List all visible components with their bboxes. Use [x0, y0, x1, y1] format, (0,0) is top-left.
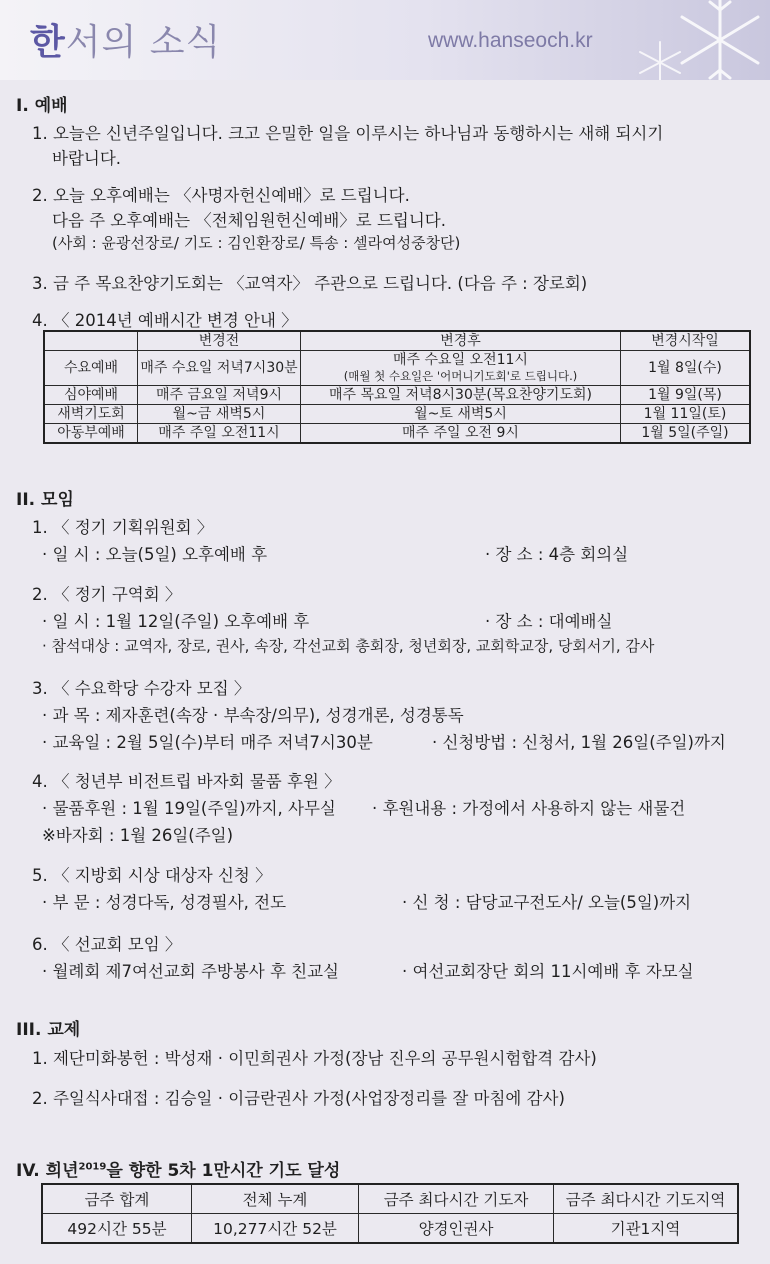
church-url[interactable]: www.hanseoch.kr: [428, 29, 593, 52]
meeting-1-time: · 일 시 : 오늘(5일) 오후예배 후: [42, 545, 268, 564]
prayer-hours-table: [41, 1183, 739, 1244]
prayer-heading-b: 을 향한 5차 1만시간 기도 달성: [106, 1161, 341, 1181]
meeting-5-title: 5. 〈 지방회 시상 대상자 신청 〉: [32, 866, 272, 885]
worship-item-2-next: 다음 주 오후예배는 〈전체임원헌신예배〉로 드립니다.: [52, 211, 446, 230]
start-date: 1월 8일(수): [621, 351, 751, 386]
snowflake-icon: [630, 40, 690, 80]
before-time: 월~금 새벽5시: [138, 405, 301, 424]
before-time: 매주 금요일 저녁9시: [138, 386, 301, 405]
table-header-cell: 금주 최다시간 기도자: [359, 1184, 554, 1214]
table-header-cell: 변경후: [301, 331, 621, 351]
meeting-3-apply: · 신청방법 : 신청서, 1월 26일(주일)까지: [432, 733, 726, 752]
after-time: [301, 351, 621, 386]
meeting-2-place: · 장 소 : 대예배실: [485, 612, 613, 631]
schedule-change-table: [43, 330, 751, 444]
meeting-6-left: · 월례회 제7여선교회 주방봉사 후 친교실: [42, 962, 339, 981]
meeting-4-title: 4. 〈 청년부 비전트립 바자회 물품 후원 〉: [32, 772, 341, 791]
table-header-row: [42, 1184, 738, 1214]
table-header-cell: [44, 331, 138, 351]
table-header-cell: 전체 누계: [192, 1184, 359, 1214]
fellowship-item-2: 2. 주일식사대접 : 김승일 · 이금란권사 가정(사업장정리를 잘 마침에 감사): [32, 1089, 565, 1108]
meeting-4-content: · 후원내용 : 가정에서 사용하지 않는 새물건: [372, 799, 686, 818]
after-time: 매주 주일 오전 9시: [301, 424, 621, 444]
title-rest: 서의 소식: [65, 22, 222, 63]
meeting-5-category: · 부 문 : 성경다독, 성경필사, 전도: [42, 893, 287, 912]
service-name: 아동부예배: [44, 424, 138, 444]
worship-item-3: 3. 금 주 목요찬양기도회는 〈교역자〉 주관으로 드립니다. (다음 주 : 장로회): [32, 274, 588, 293]
meeting-4-donation: · 물품후원 : 1월 19일(주일)까지, 사무실: [42, 799, 336, 818]
table-header-cell: 금주 최다시간 기도지역: [554, 1184, 739, 1214]
table-header-row: [44, 331, 750, 351]
after-time: 매주 목요일 저녁8시30분(목요찬양기도회): [301, 386, 621, 405]
meeting-3-schedule: · 교육일 : 2월 5일(수)부터 매주 저녁7시30분: [42, 733, 373, 752]
before-time: 매주 수요일 저녁7시30분: [138, 351, 301, 386]
table-row: [44, 351, 750, 386]
meeting-1-title: 1. 〈 정기 기획위원회 〉: [32, 518, 214, 537]
section-heading-meetings: II. 모임: [16, 490, 74, 510]
meeting-2-title: 2. 〈 정기 구역회 〉: [32, 585, 182, 604]
table-header-cell: 금주 합계: [42, 1184, 192, 1214]
table-header-cell: 변경전: [138, 331, 301, 351]
worship-item-1-cont: 바랍니다.: [52, 149, 122, 168]
worship-item-1: 1. 오늘은 신년주일입니다. 크고 은밀한 일을 이루시는 하나님과 동행하시는 새해 되시기: [32, 124, 664, 143]
section-heading-fellowship: III. 교제: [16, 1020, 81, 1040]
top-prayer-person: 양경인권사: [359, 1214, 554, 1244]
after-time-main: 매주 수요일 오전11시: [393, 352, 528, 368]
meeting-2-time: · 일 시 : 1월 12일(주일) 오후예배 후: [42, 612, 310, 631]
start-date: 1월 5일(주일): [621, 424, 751, 444]
table-header-cell: 변경시작일: [621, 331, 751, 351]
meeting-6-title: 6. 〈 선교회 모임 〉: [32, 935, 182, 954]
prayer-heading-a: IV. 희년: [16, 1161, 79, 1181]
service-name: 수요예배: [44, 351, 138, 386]
cumulative-total: 10,277시간 52분: [192, 1214, 359, 1244]
fellowship-item-1: 1. 제단미화봉헌 : 박성재 · 이민희권사 가정(장남 진우의 공무원시험합격 감사): [32, 1049, 597, 1068]
start-date: 1월 9일(목): [621, 386, 751, 405]
table-row: [42, 1214, 738, 1244]
meeting-5-apply: · 신 청 : 담당교구전도사/ 오늘(5일)까지: [402, 893, 692, 912]
meeting-4-bazaar: ※바자회 : 1월 26일(주일): [42, 826, 234, 845]
worship-item-2-roles: (사회 : 윤광선장로/ 기도 : 김인환장로/ 특송 : 셀라여성중창단): [52, 234, 461, 252]
after-time-note: (매월 첫 수요일은 '어머니기도회'로 드립니다.): [343, 369, 578, 383]
worship-item-4: 4. 〈 2014년 예배시간 변경 안내 〉: [32, 311, 298, 330]
title-first-char: 한: [30, 22, 66, 63]
table-row: [44, 405, 750, 424]
meeting-1-place: · 장 소 : 4층 회의실: [485, 545, 629, 564]
table-row: [44, 424, 750, 444]
meeting-3-subjects: · 과 목 : 제자훈련(속장 · 부속장/의무), 성경개론, 성경통독: [42, 706, 464, 725]
table-row: [44, 386, 750, 405]
service-name: 새벽기도회: [44, 405, 138, 424]
before-time: 매주 주일 오전11시: [138, 424, 301, 444]
newsletter-title: [30, 14, 221, 65]
meeting-2-attendees: · 참석대상 : 교역자, 장로, 권사, 속장, 각선교회 총회장, 청년회장, 교회학교장, 당회서기, 감사: [42, 637, 655, 655]
start-date: 1월 11일(토): [621, 405, 751, 424]
meeting-3-title: 3. 〈 수요학당 수강자 모집 〉: [32, 679, 251, 698]
prayer-heading-sup: 2019: [78, 1161, 107, 1173]
after-time: 월~토 새벽5시: [301, 405, 621, 424]
service-name: 심야예배: [44, 386, 138, 405]
section-heading-worship: I. 예배: [16, 96, 68, 116]
section-heading-prayer: [16, 1156, 340, 1181]
top-prayer-region: 기관1지역: [554, 1214, 739, 1244]
weekly-total: 492시간 55분: [42, 1214, 192, 1244]
page-header: [0, 0, 770, 80]
worship-item-2: 2. 오늘 오후예배는 〈사명자헌신예배〉로 드립니다.: [32, 186, 410, 205]
meeting-6-right: · 여선교회장단 회의 11시예배 후 자모실: [402, 962, 694, 981]
